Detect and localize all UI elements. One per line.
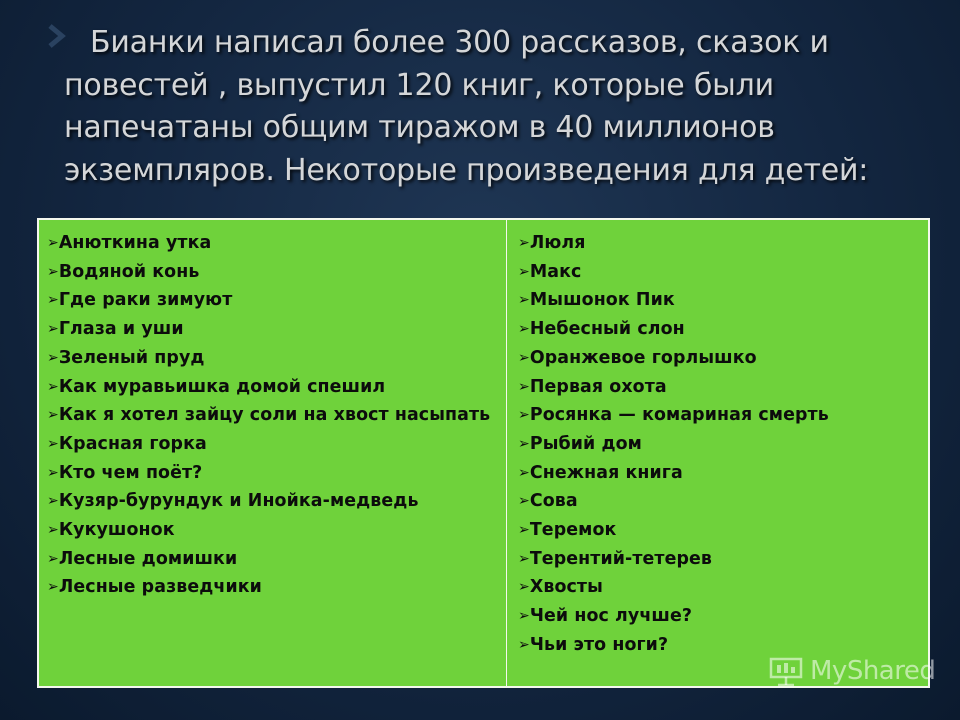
arrow-bullet-icon: ➢ [518,579,530,596]
watermark-brand: MyShared [810,656,936,686]
work-list-item [518,315,928,344]
arrow-bullet-icon: ➢ [47,378,59,395]
works-table [37,218,930,688]
work-list-item [47,401,498,430]
work-list-item [518,430,928,459]
work-title: Глаза и уши [58,319,184,340]
arrow-bullet-icon: ➢ [47,579,59,596]
arrow-bullet-icon: ➢ [47,349,59,366]
work-title: Росянка — комариная смерть [529,405,829,426]
work-title: Зеленый пруд [58,347,205,368]
work-list-item [47,286,498,315]
work-title: Лесные домишки [58,548,238,569]
arrow-bullet-icon: ➢ [47,522,59,539]
work-title: Чьи это ноги? [529,634,669,655]
work-title: Рыбий дом [529,433,642,454]
arrow-bullet-icon: ➢ [518,550,530,567]
arrow-bullet-icon: ➢ [518,292,530,309]
arrow-bullet-icon: ➢ [47,435,59,452]
work-title: Анюткина утка [58,233,212,253]
arrow-bullet-icon: ➢ [518,321,530,338]
arrow-bullet-icon: ➢ [518,464,530,481]
work-title: Сова [529,491,578,512]
work-list-item [518,401,928,430]
work-title: Кукушонок [58,520,175,541]
work-list-item [518,602,928,631]
myshared-watermark [768,654,935,688]
arrow-bullet-icon: ➢ [47,550,59,567]
works-column-left [39,220,507,686]
work-list-item [47,430,498,459]
work-list-item [47,344,498,373]
work-title: Хвосты [529,577,603,598]
arrow-bullet-icon: ➢ [47,464,59,481]
arrow-bullet-icon: ➢ [47,321,59,338]
arrow-bullet-icon: ➢ [47,407,59,424]
arrow-bullet-icon: ➢ [518,522,530,539]
arrow-bullet-icon: ➢ [47,493,59,510]
arrow-bullet-icon: ➢ [518,435,530,452]
works-column-right [507,220,928,686]
work-title: Мышонок Пик [529,290,675,311]
work-list-item [518,373,928,402]
work-title: Снежная книга [529,462,683,483]
work-title: Как я хотел зайцу соли на хвост насыпать [58,405,491,426]
work-title: Теремок [529,520,617,541]
arrow-bullet-icon: ➢ [518,407,530,424]
arrow-bullet-icon: ➢ [518,263,530,280]
work-list-item [518,573,928,602]
work-title: Терентий-тетерев [529,548,713,569]
work-title: Как муравьишка домой спешил [58,376,386,397]
work-title: Чей нос лучше? [529,606,693,627]
work-title: Оранжевое горлышко [529,347,757,368]
work-list-item [47,545,498,574]
work-title: Кузяр-бурундук и Инойка-медведь [58,491,419,512]
arrow-bullet-icon: ➢ [518,378,530,395]
work-list-item [518,487,928,516]
work-list-item [518,286,928,315]
arrow-bullet-icon: ➢ [518,235,530,251]
work-list-item [518,344,928,373]
work-list-item [47,459,498,488]
work-title: Люля [529,233,586,253]
work-title: Лесные разведчики [58,577,262,598]
work-list-item [47,573,498,602]
presentation-board-icon [768,654,804,688]
slide-title: Бианки написал более 300 рассказов, сказок и повестей , выпустил 120 книг, которые были напечатаны общим тиражом в 40 миллионов экземпляров. Некоторые произведения для детей: [64,25,869,188]
work-list-item [47,487,498,516]
work-title: Где раки зимуют [58,290,233,311]
arrow-bullet-icon: ➢ [47,235,59,251]
work-list-item [518,459,928,488]
work-title: Красная горка [58,433,207,454]
arrow-bullet-icon: ➢ [518,636,530,653]
work-list-item [518,258,928,287]
work-list-item [518,229,928,258]
work-list-item [518,545,928,574]
arrow-bullet-icon: ➢ [518,349,530,366]
work-title: Первая охота [529,376,667,397]
work-list-item [47,258,498,287]
work-list-item [47,516,498,545]
work-title: Макс [529,261,582,282]
work-title: Небесный слон [529,319,685,340]
work-title: Кто чем поёт? [58,462,203,483]
work-list-item [518,516,928,545]
arrow-bullet-icon: ➢ [47,292,59,309]
arrow-bullet-icon: ➢ [518,493,530,510]
work-list-item [47,373,498,402]
work-list-item [47,229,498,258]
work-title: Водяной конь [58,261,200,282]
work-list-item [47,315,498,344]
arrow-bullet-icon: ➢ [518,608,530,625]
arrow-bullet-icon: ➢ [47,263,59,280]
